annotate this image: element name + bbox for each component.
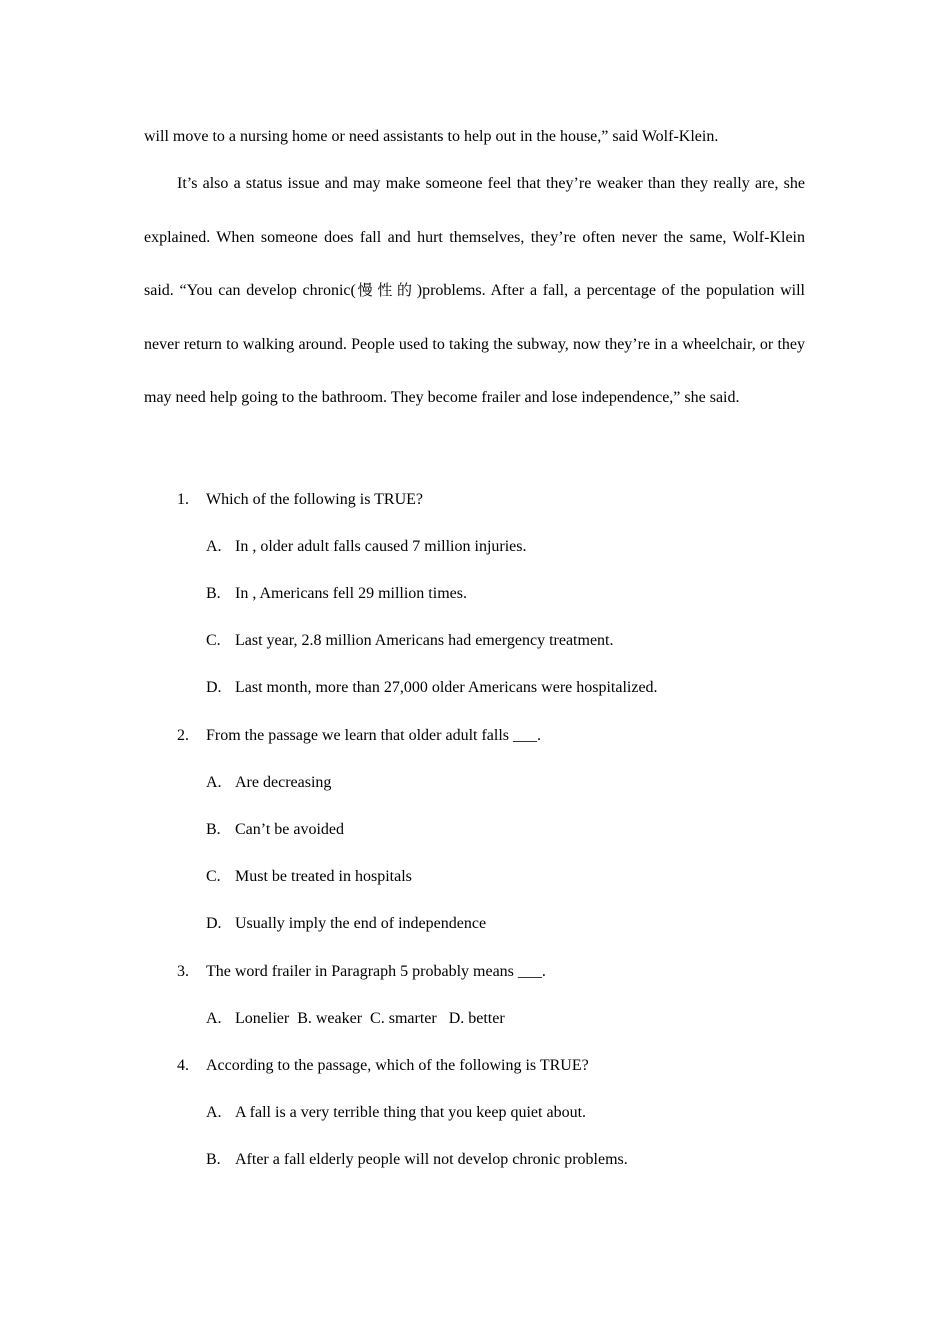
option-text: Are decreasing xyxy=(235,774,332,791)
option-text: In , Americans fell 29 million times. xyxy=(235,585,467,602)
option-text: In , older adult falls caused 7 million injuries. xyxy=(235,538,527,555)
passage-paragraph-2 xyxy=(144,157,805,425)
option-label: B. xyxy=(206,585,221,602)
option-text: Last year, 2.8 million Americans had emergency treatment. xyxy=(235,632,614,649)
chinese-gloss: 慢性的 xyxy=(355,281,417,300)
question-text: The word frailer in Paragraph 5 probably means ___. xyxy=(206,963,546,980)
option-text: Lonelier B. weaker C. smarter D. better xyxy=(235,1010,505,1027)
option-label: C. xyxy=(206,632,221,649)
question-text: Which of the following is TRUE? xyxy=(206,491,423,508)
option-label: A. xyxy=(206,1104,222,1121)
option-text: A fall is a very terrible thing that you keep quiet about. xyxy=(235,1104,587,1121)
question-text: From the passage we learn that older adult falls ___. xyxy=(206,727,542,744)
option-text: Usually imply the end of independence xyxy=(235,915,487,932)
option-label: D. xyxy=(206,915,222,932)
question-number: 4. xyxy=(177,1057,189,1074)
option-label: C. xyxy=(206,868,221,885)
option-label: B. xyxy=(206,1151,221,1168)
option-text: Last month, more than 27,000 older Americans were hospitalized. xyxy=(235,679,658,696)
option-label: A. xyxy=(206,774,222,791)
option-text: Can’t be avoided xyxy=(235,821,345,838)
passage-paragraph-2-part-1: It’s also a status issue and may make someone feel that they’re weaker than they really are, she explained. When someone does fall and hurt themselves, they’re often never the same, Wolf-Klein said. “You can develop chronic( xyxy=(144,175,805,300)
option-label: B. xyxy=(206,821,221,838)
option-label: D. xyxy=(206,679,222,696)
question-text: According to the passage, which of the following is TRUE? xyxy=(206,1057,589,1074)
question-number: 1. xyxy=(177,491,189,508)
passage-paragraph-1: will move to a nursing home or need assistants to help out in the house,” said Wolf-Klein. xyxy=(144,128,719,145)
option-label: A. xyxy=(206,1010,222,1027)
option-text: Must be treated in hospitals xyxy=(235,868,412,885)
question-number: 3. xyxy=(177,963,189,980)
question-number: 2. xyxy=(177,727,189,744)
option-label: A. xyxy=(206,538,222,555)
option-text: After a fall elderly people will not develop chronic problems. xyxy=(235,1151,628,1168)
passage-paragraph-2-part-2: )problems. After a fall, a percentage of the population will never return to walking around. People used to taking the subway, now they’re in a wheelchair, or they may need help going to the bathroom. They become frailer and lose independence,” she said. xyxy=(144,282,806,407)
